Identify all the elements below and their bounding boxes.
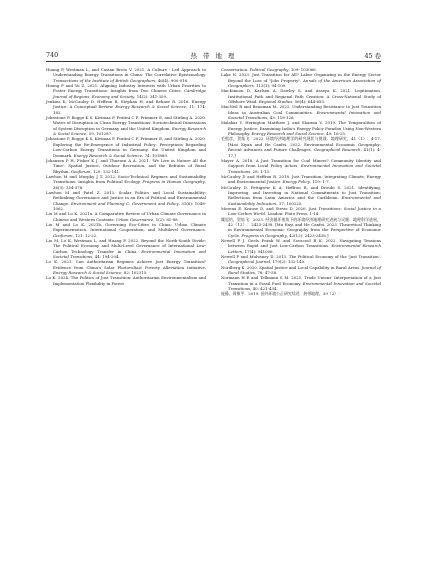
reference-pages: , 14(2): 341-359.	[134, 93, 168, 99]
reference-source: Geoforum	[70, 168, 91, 174]
reference-text: Johansen P H, Fisker K J, and Thuesen A A. 2021. 'We Live in Nature All the Time': Spatial Justice, Outdoor Recreation, and the Refrains of Rural Rhythm.	[46, 157, 206, 174]
reference-pages: , 40: 421-434.	[250, 286, 278, 292]
reference-text: Liu M, Lo K, Westman L, and Huang P. 2022. Beyond the North-South Divide: The Political Economy and Multi-Level Governance of International Low-Carbon Technology Transfer in China.	[46, 238, 206, 254]
references-left-column	[46, 67, 206, 286]
reference-source: Environmental Innovation and Societal Transitions	[53, 248, 206, 260]
reference-source: Environmental Innovation and Societal Transitions	[228, 280, 381, 292]
reference-source: Geographical Research	[313, 147, 361, 153]
reference-entry	[221, 88, 381, 104]
reference-source: Environmental Innovation and Societal Transitions	[228, 109, 381, 121]
reference-source: Geoforum	[53, 232, 73, 238]
reference-pages: , 119: 1-7.	[309, 179, 330, 185]
reference-source: Environmental Innovation and Societal Transitions	[228, 163, 381, 174]
reference-entry	[221, 185, 381, 206]
reference-pages: , 28: 1-13.	[250, 168, 271, 174]
reference-source: Journal of Rural Studies	[228, 264, 381, 276]
reference-pages: , 46(4): 900-916.	[155, 77, 189, 83]
reference-text: Liu M and Lo K. 2021b. Governing Eco-Cities in China: Urban Climate Experimentation, International Cooperation, and Multilevel Governance.	[46, 221, 206, 233]
reference-text: Lawhon M and Murphy J T. 2012. Socio-Technical Regimes and Sustainability Transitions: Insights from Political Ecology.	[46, 173, 206, 185]
reference-entry	[46, 222, 206, 238]
reference-entry	[46, 115, 206, 136]
reference-source: Energy Research & Social Science	[73, 152, 143, 158]
running-header	[46, 50, 381, 62]
reference-entry	[46, 190, 206, 211]
reference-entry	[221, 136, 381, 157]
reference-pages: , 121: 12-22.	[72, 232, 98, 238]
reference-entry	[221, 158, 381, 174]
reference-source: Energy Research & Social Science	[53, 270, 122, 276]
volume-label: 45 卷	[364, 51, 381, 60]
reference-entry	[46, 174, 206, 190]
reference-entry	[46, 67, 206, 83]
reference-entry	[221, 206, 381, 217]
reference-pages: , 17: 100225.	[276, 200, 303, 206]
reference-text: Jenkins K, McCauley D, Heffron R, Stephan H, and Rehner R. 2016. Energy Justice: A Conceptual Review.	[46, 99, 206, 110]
reference-text: Luke N. 2023. Just Transition for All? Labor Organizing in the Energy Sector Beyond the Loss of "Jobs Property".	[221, 72, 381, 83]
reference-pages: , 113(1): 94-109.	[253, 83, 287, 89]
reference-text: Normann H E and Tellmann S M. 2021. Trade Unions' Interpretation of a Just Transition in a Fossil Fuel Economy.	[221, 275, 381, 286]
reference-entry	[221, 174, 381, 185]
reference-entry	[46, 99, 206, 115]
reference-text: Johnstone P, Rogge K S, Kivimaa P, Fratini C F, Primmer E, and Stirling A. 2020. Waves of Disruption in Clean Energy Transitions: Sociotechnical Dimensions of System Disruption in Germany and the United Kingdom.	[46, 115, 206, 131]
reference-pages: , 56(4): 644-655.	[292, 99, 326, 105]
reference-source: Environmental and Sustainability Indicators	[228, 195, 381, 206]
reference-source: Transactions of the Institute of British Geographers	[53, 77, 156, 83]
reference-source: Cambridge Journal of Regions, Economy and Society	[53, 88, 206, 99]
reference-source: Geographical Journal	[228, 259, 270, 265]
reference-entry	[221, 72, 381, 88]
reference-pages: , 179(2): 132-140.	[269, 259, 306, 265]
reference-entry	[221, 238, 381, 254]
reference-text: Morena E, Krause D, and Stevis D. 2020.	[221, 205, 309, 211]
reference-pages: , 1(2): 81-88.	[153, 216, 179, 222]
reference-text: Nordberg K. 2020. Spatial Justice and Local Capability in Rural Areas.	[221, 264, 362, 270]
reference-text: 糜思怡，贺灿飞．2023. 经济循环视角下的环境经济地理研究进展与议题．地理科学进展，42（12）：2423-2438. [Mu Enyi and He Canfei. 2023. Theoretical Thinking in Environmental Economic Geography from the Perspective of Economic Cycle.	[221, 216, 381, 238]
reference-entry	[46, 136, 206, 157]
reference-text: Huang P and Yu Z. 2021. Aligning Industry Interests with Urban Priorities to Foster Energy Transitions: Insights from Two Chinese Cities.	[46, 83, 206, 94]
page-number: 740	[46, 51, 59, 59]
reference-entry	[221, 291, 381, 296]
reference-entry	[221, 265, 381, 276]
reference-entry	[46, 275, 206, 286]
reference-pages: , 31(6): 1048-1062.	[53, 200, 207, 211]
reference-entry	[221, 120, 381, 136]
reference-entry	[46, 158, 206, 174]
reference-entry	[46, 259, 206, 275]
reference-entry	[46, 238, 206, 259]
reference-text: MacNeil R and Beauman M. 2022. Understanding Resistance to Just Transition Ideas in Australian Coal Communities.	[221, 104, 381, 115]
reference-source: Progress in Geography	[241, 232, 287, 238]
reference-source: Progress in Human Geography	[142, 179, 205, 185]
reference-pages: , 42(12): 2423-2438.]	[286, 232, 329, 238]
reference-pages: , 41(1): 4-17.]	[228, 147, 381, 158]
reference-pages: , 109: 103066.	[288, 67, 317, 72]
reference-source: Just Transitions: Social Justice in a Low-Carbon World	[228, 205, 381, 217]
reference-text: Newell P and Mulvaney D. 2013. The Political Economy of the 'Just Transition'.	[221, 254, 381, 260]
reference-entry	[221, 275, 381, 291]
reference-pages: , 49: 16-25.	[323, 131, 347, 137]
reference-source: Environmental Research Letters	[228, 243, 381, 254]
reference-pages: , 59, 101287.	[86, 131, 113, 137]
reference-text: Lawhon M and Patel Z. 2013. Scalar Politics and Local Sustainability: Rethinking Governance and Justice in an Era of Political and Environmental Change.	[46, 189, 206, 206]
journal-title: 热 带 地 理	[190, 51, 237, 60]
reference-text: Mayer A. 2018. A Just Transition for Coal Miners? Community Identity and Support from Local Policy Actors.	[221, 157, 381, 169]
reference-text: Huang P, Westman L, and Castan Broto V. 2021. A Culture - Led Approach to Understanding Energy Transitions in China: The Correlative Epistemology.	[46, 67, 206, 78]
reference-source: Energy Research and Social Science	[251, 131, 324, 137]
reference-pages: , 17(4): 041006.	[242, 248, 274, 254]
reference-text: Conservation.	[221, 67, 250, 72]
reference-source: Regional Studies	[258, 99, 293, 105]
reference-text: 毛熙彦，贺灿飞．2022. 环境经济地理学的研究现状与挑战．地理研究，41（1）：4-17. [Mao Xiyan and He Canfei. 2022. Environmental Economic Geography: Recent Advances and Future Challenges.	[221, 136, 381, 153]
reference-text: Lo K. 2021. Can Authoritarian Regimes Achieve Just Energy Transition? Evidence from China's Solar Photovoltaic Poverty Alleviation Initiative.	[46, 259, 206, 270]
reference-source: Urban Governance	[116, 216, 154, 222]
reference-entry	[221, 254, 381, 265]
reference-entry	[46, 83, 206, 99]
reference-pages: , 82: 102315.	[121, 270, 148, 276]
reference-text: Malakar Y, Herington Matthew J, and Sharma V. 2019. The Temporalities of Energy Justice: Examining India's Energy Policy Paradox Using Non-Western Philosophy.	[221, 120, 381, 137]
reference-source: Energy Research & Social Science	[115, 104, 187, 110]
reference-pages: , 36(3): 354-378.	[53, 179, 206, 190]
reference-pages: , 43: 118-126.	[267, 115, 295, 121]
reference-source: Political Geography	[249, 67, 289, 72]
reference-entry	[221, 217, 381, 238]
reference-text: Newell P J, Geels Frank W, and Sovacool B K. 2022. Navigating Tensions between Rapid and Just Low-Carbon Transitions.	[221, 238, 381, 249]
reference-pages: , 120: 132-141.	[90, 168, 121, 174]
reference-pages: , 78: 47-58.	[254, 270, 278, 276]
reference-entry	[46, 211, 206, 222]
reference-text: 庞静，周敏平．2019. 国外环境公正研究综述．热带地理，39（2）：	[221, 291, 342, 297]
reference-text: McCauley D and Heffron R. 2018. Just Transition: Integrating Climate, Energy and Environmental Justice.	[221, 173, 381, 185]
reference-text: MacKinnon D, Karlsen A, Dawley S, and Asseya K. 2021. Legitimation, Institutional Path and Regional Path Creation: A Cross-National Study of Offshore Wind.	[221, 88, 381, 105]
reference-source: Annals of the American Association of Geographers	[228, 77, 381, 89]
reference-source: Energy Policy	[282, 179, 310, 185]
reference-text: McCauley D, Pettigrew K A, Heffron R, and Droubi S. 2021. Identifying, Improving, and Investing in National Commitments to Just Transition: Reflections from Latin America and the Caribbean.	[221, 184, 381, 201]
reference-pages: . London: Pluto Press, 1-14.	[264, 211, 320, 217]
reference-source: Energy Research & Social Science	[53, 125, 206, 137]
reference-pages: , 74: 101889.	[142, 152, 169, 158]
reference-text: Johnstone P, Rogge K S, Kivimaa P, Fratini C F, Primmer E, and Stirling A. 2020. Exploring the Re-Emergence of Industrial Policy: Perceptions Regarding Low-Carbon Energy Transitions in Germany, the United Kingdom and Denmark.	[46, 136, 206, 158]
reference-text: Liu M and Lo K. 2021a. A Comparative Review of Urban Climate Governance in Chinese and Western Contexts.	[46, 211, 206, 222]
references-right-column	[221, 67, 381, 297]
reference-pages: , 44: 194-204.	[92, 254, 120, 260]
reference-entry	[221, 104, 381, 120]
reference-source: Environment and Planning C: Government and Policy	[70, 200, 179, 206]
reference-text: Lo K. 2024. The Politics of Just Transition: Authoritarian Environmentalism and Implementation Flexibility in Forest	[46, 275, 206, 286]
reference-pages: , 11: 174-182.	[53, 104, 206, 115]
